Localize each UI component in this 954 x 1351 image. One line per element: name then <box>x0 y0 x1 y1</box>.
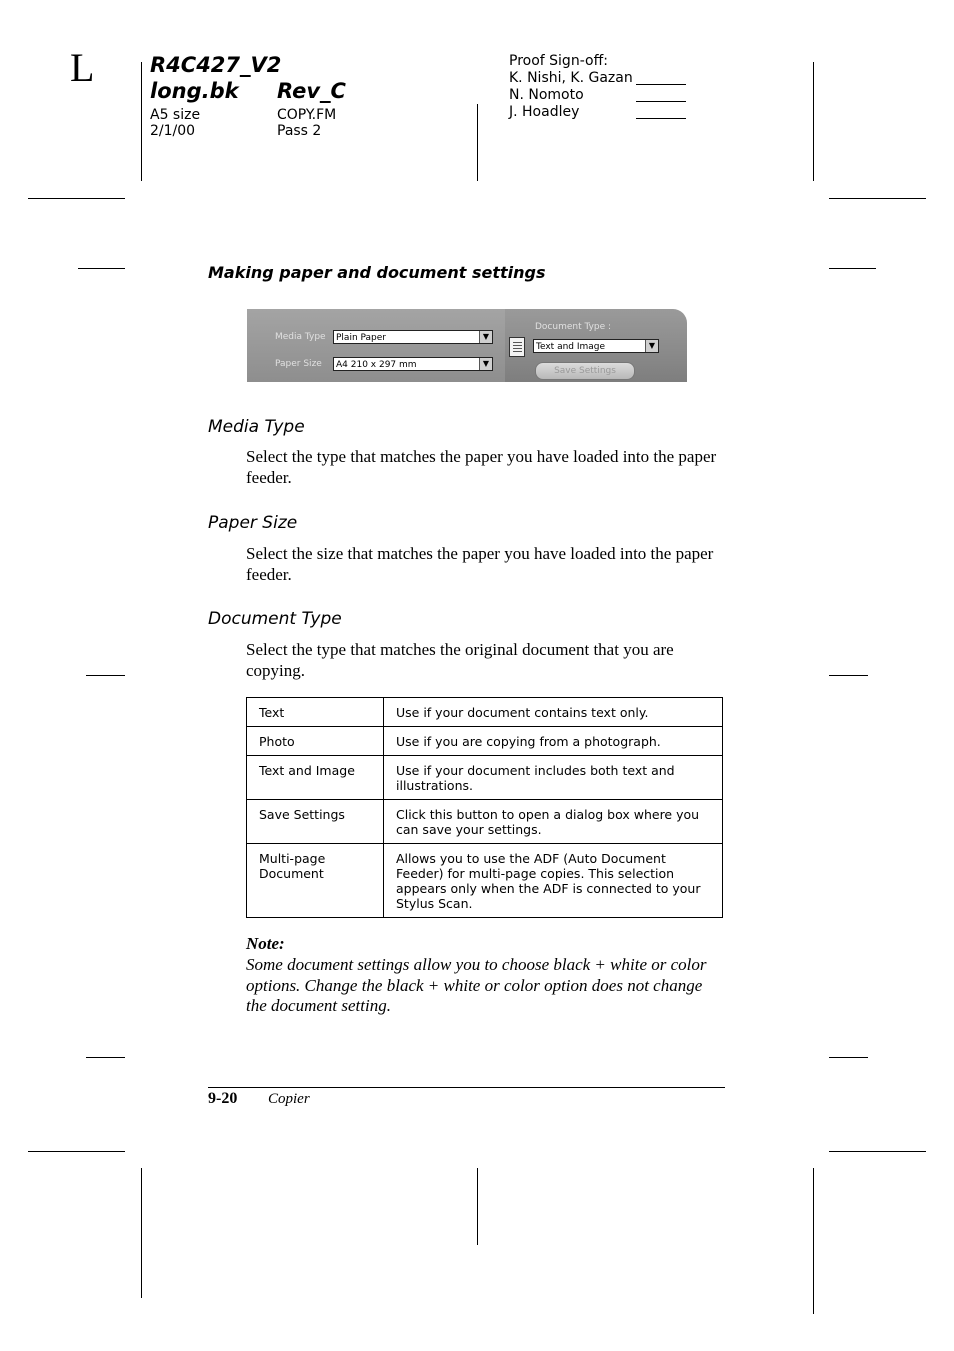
document-type-value: Text and Image <box>536 342 606 352</box>
note-heading: Note: <box>246 934 285 953</box>
table-row <box>247 727 723 756</box>
crop-mark <box>477 104 478 181</box>
media-type-value: Plain Paper <box>336 333 386 343</box>
crop-mark <box>813 62 814 181</box>
paper-size-select[interactable] <box>333 357 493 371</box>
media-type-select[interactable] <box>333 330 493 344</box>
settings-panel-screenshot <box>247 309 687 382</box>
signer: N. Nomoto <box>509 87 584 103</box>
proof-title: Proof Sign-off: <box>509 53 608 69</box>
paper-size-label: Paper Size <box>275 359 322 369</box>
table-description: Allows you to use the ADF (Auto Document Feeder) for multi-page copies. This selection appears only when the ADF is connected to your Stylus Scan. <box>384 844 723 918</box>
save-settings-button[interactable]: Save Settings <box>535 362 635 380</box>
corner-letter: L <box>70 45 95 90</box>
document-type-select[interactable] <box>533 339 659 353</box>
note-text: Some document settings allow you to choose black + white or color options. Change the black + white or color option does not change the document setting. <box>246 955 707 1015</box>
signature-line <box>636 101 686 102</box>
table-description: Click this button to open a dialog box where you can save your settings. <box>384 800 723 844</box>
table-term: Text and Image <box>247 756 384 800</box>
document-icon <box>509 337 525 357</box>
doc-code: R4C427_V2 <box>150 53 282 77</box>
signature-line <box>636 84 686 85</box>
table-description: Use if your document includes both text and illustrations. <box>384 756 723 800</box>
media-type-heading: Media Type <box>208 417 305 437</box>
crop-mark <box>28 1151 125 1152</box>
crop-mark <box>86 675 125 676</box>
table-row <box>247 800 723 844</box>
chevron-down-icon: ▼ <box>645 340 658 352</box>
document-type-label: Document Type : <box>535 322 612 332</box>
signer: J. Hoadley <box>509 104 580 120</box>
table-term: Text <box>247 698 384 727</box>
chevron-down-icon: ▼ <box>479 358 492 370</box>
crop-mark <box>141 1168 142 1298</box>
crop-mark <box>813 1168 814 1314</box>
table-term: Photo <box>247 727 384 756</box>
file-name: COPY.FM <box>277 107 337 123</box>
page-size: A5 size <box>150 107 201 123</box>
table-row <box>247 756 723 800</box>
page-number: 9-20 <box>208 1090 238 1107</box>
crop-mark <box>829 268 876 269</box>
crop-mark <box>86 1057 125 1058</box>
table-description: Use if you are copying from a photograph. <box>384 727 723 756</box>
crop-mark <box>829 675 868 676</box>
section-title: Making paper and document settings <box>208 263 546 282</box>
pass-number: Pass 2 <box>277 123 322 139</box>
document-type-text: Select the type that matches the original document that you are copying. <box>246 640 674 680</box>
document-type-heading: Document Type <box>208 609 342 629</box>
book-name: long.bk <box>150 79 239 103</box>
signer: K. Nishi, K. Gazan <box>509 70 633 86</box>
media-type-label: Media Type <box>275 332 326 342</box>
crop-mark <box>829 198 926 199</box>
chapter-name: Copier <box>268 1091 310 1107</box>
document-type-table <box>246 697 723 918</box>
revision: Rev_C <box>277 79 346 103</box>
doc-date: 2/1/00 <box>150 123 196 139</box>
media-type-text: Select the type that matches the paper you have loaded into the paper feeder. <box>246 447 717 487</box>
table-description: Use if your document contains text only. <box>384 698 723 727</box>
crop-mark <box>28 198 125 199</box>
crop-mark <box>78 268 125 269</box>
crop-mark <box>141 62 142 181</box>
paper-size-heading: Paper Size <box>208 513 298 533</box>
table-row <box>247 698 723 727</box>
chevron-down-icon: ▼ <box>479 331 492 343</box>
paper-size-value: A4 210 x 297 mm <box>336 360 417 370</box>
table-row <box>247 844 723 918</box>
table-term: Multi-page Document <box>247 844 384 918</box>
footer-rule <box>208 1087 725 1088</box>
paper-size-text: Select the size that matches the paper you have loaded into the paper feeder. <box>246 544 714 584</box>
crop-mark <box>829 1151 926 1152</box>
signature-line <box>636 118 686 119</box>
crop-mark <box>477 1168 478 1245</box>
table-term: Save Settings <box>247 800 384 844</box>
crop-mark <box>829 1057 868 1058</box>
